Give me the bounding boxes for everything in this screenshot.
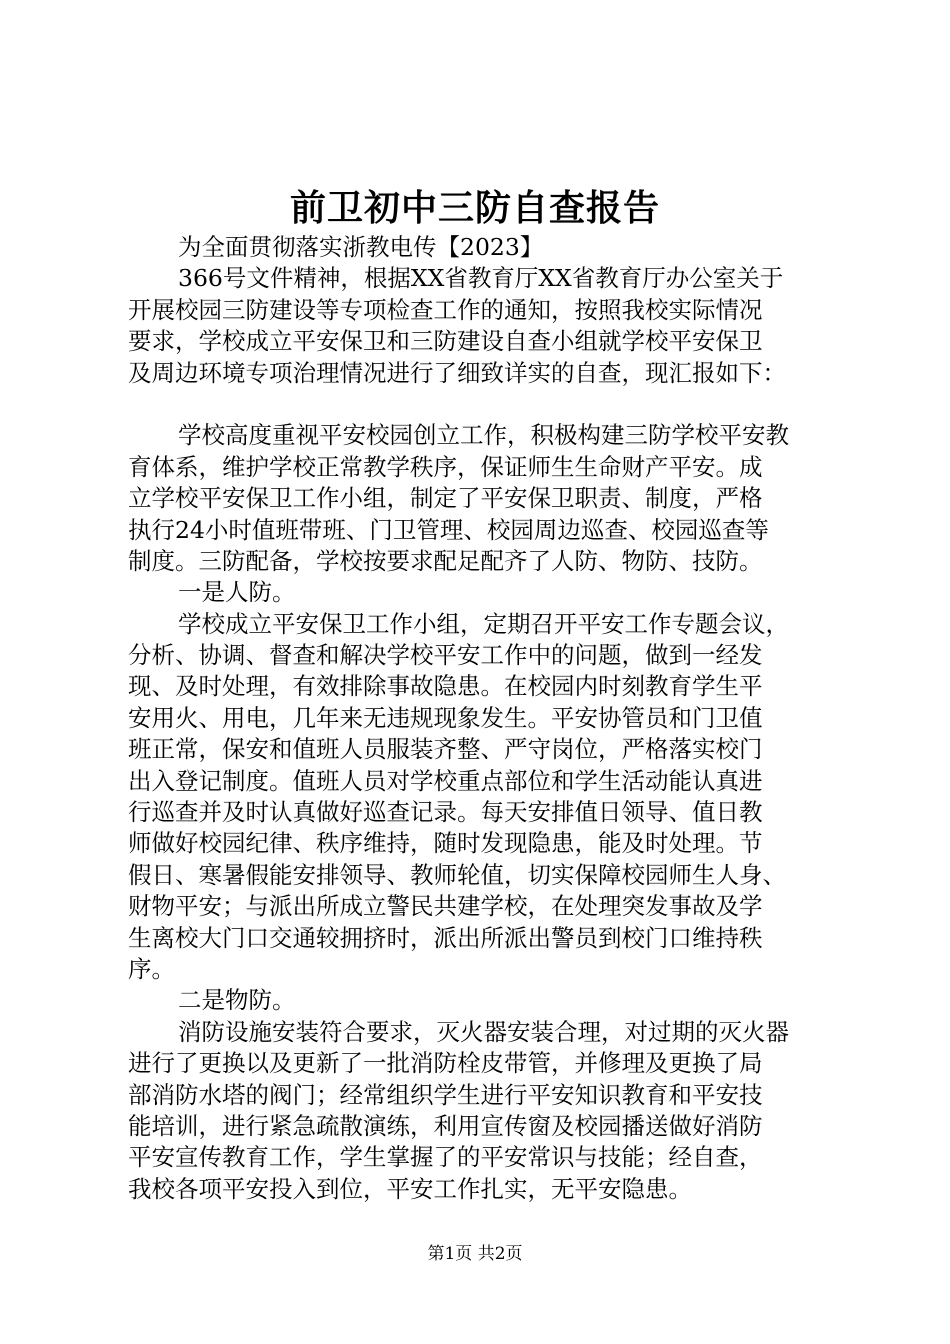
body-line: 要求，学校成立平安保卫和三防建设自查小组就学校平安保卫	[128, 327, 763, 356]
document-body	[128, 232, 838, 1205]
body-line: 进行了更换以及更新了一批消防栓皮带管，并修理及更换了局	[128, 1049, 763, 1078]
body-line: 育体系，维护学校正常教学秩序，保证师生生命财产平安。成	[128, 452, 763, 481]
body-line: 生离校大门口交通较拥挤时，派出所派出警员到校门口维持秩	[128, 923, 763, 952]
body-line: 现、及时处理，有效排除事故隐患。在校园内时刻教育学生平	[128, 672, 763, 701]
blank-line	[128, 389, 838, 420]
body-line: 安用火、用电，几年来无违规现象发生。平安协管员和门卫值	[128, 703, 763, 732]
body-line: 立学校平安保卫工作小组，制定了平安保卫职责、制度，严格	[128, 484, 763, 513]
body-line: 366号文件精神，根据XX省教育厅XX省教育厅办公室关于	[178, 264, 784, 293]
body-line: 能培训，进行紧急疏散演练，利用宣传窗及校园播送做好消防	[128, 1111, 763, 1140]
body-line: 及周边环境专项治理情况进行了细致详实的自查，现汇报如下：	[128, 358, 786, 387]
body-line: 行巡查并及时认真做好巡查记录。每天安排值日领导、值日教	[128, 798, 763, 827]
body-line: 为全面贯彻落实浙教电传【2023】	[178, 233, 544, 261]
body-line: 学校高度重视平安校园创立工作，积极构建三防学校平安教	[178, 421, 789, 450]
body-line: 序。	[128, 954, 175, 983]
body-line: 师做好校园纪律、秩序维持，随时发现隐患，能及时处理。节	[128, 829, 763, 858]
body-line: 分析、协调、督查和解决学校平安工作中的问题，做到一经发	[128, 641, 763, 670]
body-line: 二是物防。	[178, 986, 296, 1015]
page-footer: 第1页 共2页	[427, 1244, 523, 1264]
body-line: 执行24小时值班带班、门卫管理、校园周边巡查、校园巡查等	[128, 515, 769, 544]
document-title: 前卫初中三防自查报告	[289, 187, 660, 229]
body-line: 出入登记制度。值班人员对学校重点部位和学生活动能认真进	[128, 766, 763, 795]
body-line: 制度。三防配备，学校按要求配足配齐了人防、物防、技防。	[128, 546, 763, 575]
body-line: 假日、寒暑假能安排领导、教师轮值，切实保障校园师生人身、	[128, 860, 786, 889]
body-line: 学校成立平安保卫工作小组，定期召开平安工作专题会议，	[178, 609, 789, 638]
body-line: 消防设施安装符合要求，灭火器安装合理，对过期的灭火器	[178, 1017, 789, 1046]
body-line: 班正常，保安和值班人员服装齐整、严守岗位，严格落实校门	[128, 735, 763, 764]
body-line: 开展校园三防建设等专项检查工作的通知，按照我校实际情况	[128, 295, 763, 324]
body-line: 我校各项平安投入到位，平安工作扎实，无平安隐患。	[128, 1174, 692, 1203]
body-line: 一是人防。	[178, 578, 296, 607]
body-line: 财物平安；与派出所成立警民共建学校，在处理突发事故及学	[128, 892, 763, 921]
body-line: 平安宣传教育工作，学生掌握了的平安常识与技能；经自查，	[128, 1143, 763, 1172]
body-line: 部消防水塔的阀门；经常组织学生进行平安知识教育和平安技	[128, 1080, 763, 1109]
